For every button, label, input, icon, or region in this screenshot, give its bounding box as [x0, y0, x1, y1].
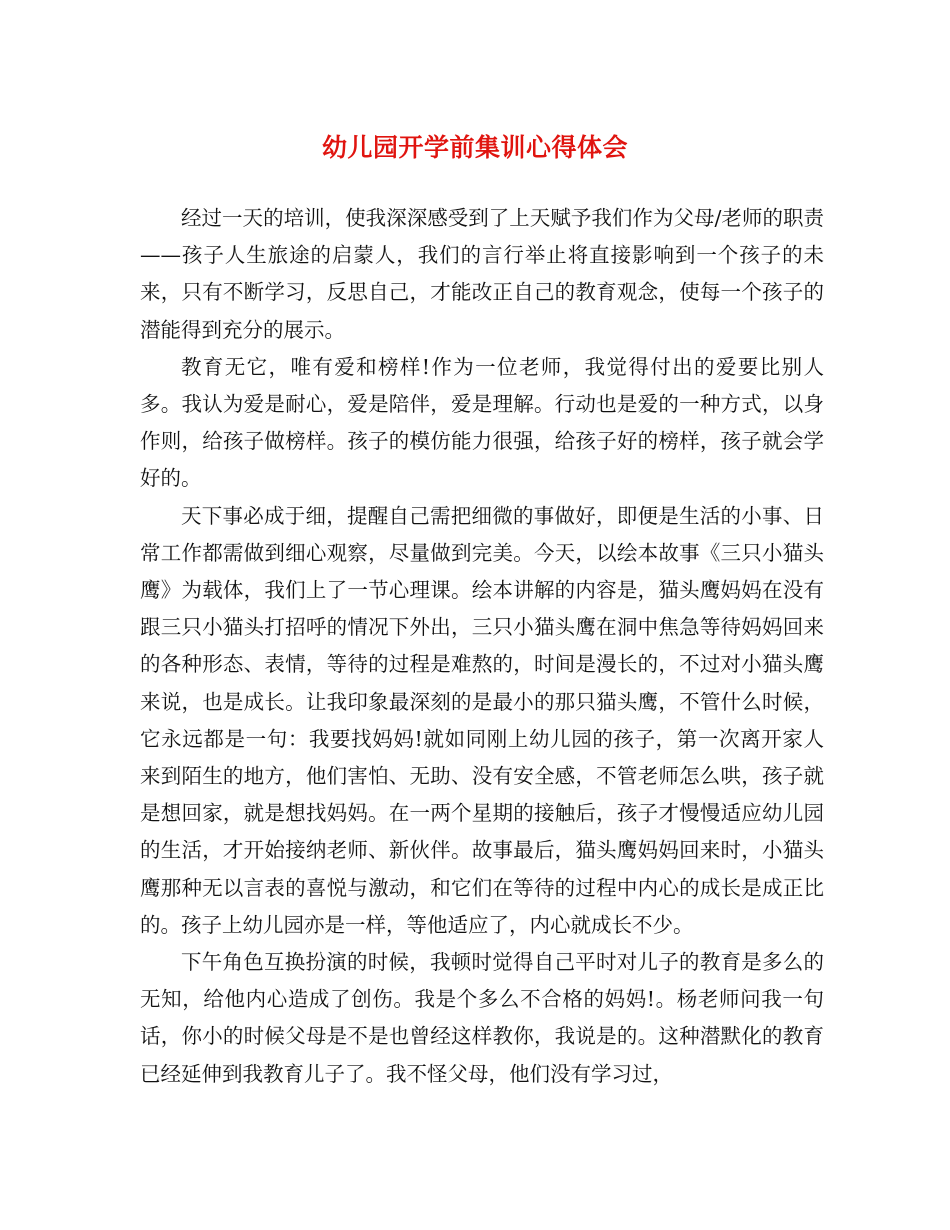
document-title: 幼儿园开学前集训心得体会 [321, 133, 628, 162]
paragraph-2: 教育无它，唯有爱和榜样!作为一位老师，我觉得付出的爱要比别人多。我认为爱是耐心，爱是陪伴，爱是理解。行动也是爱的一种方式，以身作则，给孩子做榜样。孩子的模仿能力很强，给孩子好的榜样，孩子就会学好的。 [140, 354, 824, 491]
paragraph-3: 天下事必成于细，提醒自己需把细微的事做好，即便是生活的小事、日常工作都需做到细心观察，尽量做到完美。今天，以绘本故事《三只小猫头鹰》为载体，我们上了一节心理课。绘本讲解的内容是，猫头鹰妈妈在没有跟三只小猫头打招呼的情况下外出，三只小猫头鹰在洞中焦急等待妈妈回来的各种形态、表情，等待的过程是难熬的，时间是漫长的，不过对小猫头鹰来说，也是成长。让我印象最深刻的是最小的那只猫头鹰，不管什么时候，它永远都是一句：我要找妈妈!就如同刚上幼儿园的孩子，第一次离开家人来到陌生的地方，他们害怕、无助、没有安全感，不管老师怎么哄，孩子就是想回家，就是想找妈妈。在一两个星期的接触后，孩子才慢慢适应幼儿园的生活，才开始接纳老师、新伙伴。故事最后，猫头鹰妈妈回来时，小猫头鹰那种无以言表的喜悦与激动，和它们在等待的过程中内心的成长是成正比的。孩子上幼儿园亦是一样，等他适应了，内心就成长不少。 [140, 503, 824, 937]
paragraph-1: 经过一天的培训，使我深深感受到了上天赋予我们作为父母/老师的职责——孩子人生旅途的启蒙人，我们的言行举止将直接影响到一个孩子的未来，只有不断学习，反思自己，才能改正自己的教育观念，使每一个孩子的潜能得到充分的展示。 [140, 206, 824, 342]
paragraph-4: 下午角色互换扮演的时候，我顿时觉得自己平时对儿子的教育是多么的无知，给他内心造成了创伤。我是个多么不合格的妈妈!。杨老师问我一句话，你小的时候父母是不是也曾经这样教你，我说是的。这种潜默化的教育已经延伸到我教育儿子了。我不怪父母，他们没有学习过， [140, 950, 824, 1086]
document-body [140, 200, 824, 1093]
